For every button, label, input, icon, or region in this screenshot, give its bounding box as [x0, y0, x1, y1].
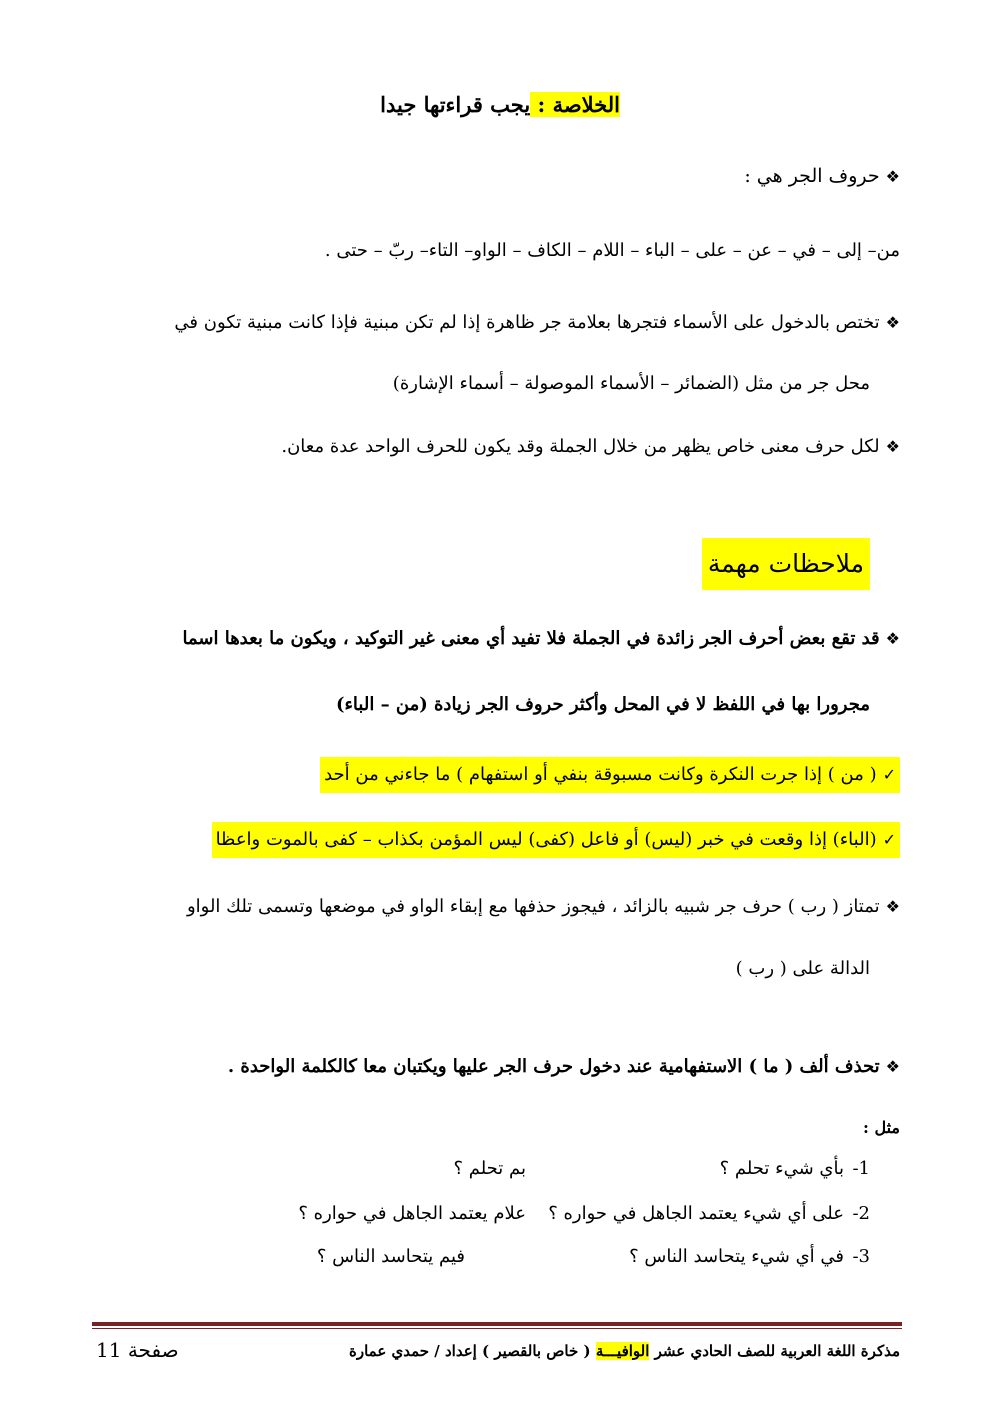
ma-rule	[228, 1056, 900, 1077]
checkmark-icon: ✓	[882, 765, 896, 784]
extra-prepositions-line1	[182, 628, 900, 649]
footer-text-highlight: الوافيـــة	[595, 1342, 650, 1360]
summary-title	[380, 92, 620, 117]
example-row-num: 3-	[852, 1246, 870, 1267]
example-row-full: على أي شيء يعتمد الجاهل في حواره ؟	[548, 1203, 844, 1224]
example-row-num: 1-	[852, 1158, 870, 1179]
extra-prepositions-line1-text: قد تقع بعض أحرف الجر زائدة في الجملة فلا تفيد أي معنى غير التوكيد ، ويكون ما بعدها اسما	[182, 628, 880, 649]
footer-rule-thin	[92, 1328, 902, 1329]
footer-rule-thick	[92, 1322, 902, 1326]
footer-page	[96, 1338, 179, 1362]
diamond-bullet-icon: ❖	[885, 1057, 900, 1076]
page-label: صفحة	[127, 1338, 179, 1362]
point2	[281, 436, 900, 457]
prepositions-heading	[744, 165, 900, 187]
point1-line1-text: تختص بالدخول على الأسماء فتجرها بعلامة جر ظاهرة إذا لم تكن مبنية فإذا كانت مبنية تكون في	[174, 312, 880, 333]
check-item-baa	[212, 822, 900, 858]
notes-heading	[702, 538, 870, 590]
example-row-short: علام يعتمد الجاهل في حواره ؟	[298, 1203, 526, 1224]
summary-colon: :	[530, 92, 553, 117]
diamond-bullet-icon: ❖	[885, 313, 900, 332]
point1-line1	[174, 312, 900, 333]
rubba-line1	[187, 896, 900, 917]
ma-rule-text: تحذف ألف ( ما ) الاستفهامية عند دخول حرف الجر عليها ويكتبان معا كالكلمة الواحدة .	[227, 1056, 880, 1077]
example-row-short: بم تحلم ؟	[453, 1158, 526, 1179]
rubba-line1-text: تمتاز ( رب ) حرف جر شبيه بالزائد ، فيجوز حذفها مع إبقاء الواو في موضعها وتسمى تلك الواو	[186, 896, 880, 917]
summary-title-rest: يجب قراءتها جيدا	[380, 92, 531, 117]
example-row-full: بأي شيء تحلم ؟	[719, 1158, 844, 1179]
footer-text-before: مذكرة اللغة العربية للصف الحادي عشر	[649, 1342, 900, 1360]
point2-text: لكل حرف معنى خاص يظهر من خلال الجملة وقد يكون للحرف الواحد عدة معان.	[281, 436, 880, 457]
check-item-min-text: ( من ) إذا جرت النكرة وكانت مسبوقة بنفي أو استفهام ) ما جاءني من أحد	[324, 764, 877, 785]
notes-heading-text: ملاحظات مهمة	[707, 549, 864, 578]
point1-line2: محل جر من مثل (الضمائر – الأسماء الموصولة – أسماء الإشارة)	[392, 373, 870, 394]
diamond-bullet-icon: ❖	[885, 629, 900, 648]
footer-title	[349, 1342, 900, 1360]
example-row-full: في أي شيء يتحاسد الناس ؟	[629, 1246, 844, 1267]
prepositions-list: من– إلى – في – عن – على – الباء – اللام – الكاف – الواو– التاء– ربّ – حتى .	[324, 240, 900, 261]
extra-prepositions-line2: مجرورا بها في اللفظ لا في المحل وأكثر حروف الجر زيادة (من – الباء)	[335, 694, 870, 715]
diamond-bullet-icon: ❖	[885, 437, 900, 456]
example-row-short: فيم يتحاسد الناس ؟	[316, 1246, 465, 1267]
checkmark-icon: ✓	[882, 830, 896, 849]
diamond-bullet-icon: ❖	[885, 897, 900, 916]
summary-title-highlight: الخلاصة	[552, 92, 620, 117]
diamond-bullet-icon: ❖	[885, 167, 900, 186]
prepositions-heading-text: حروف الجر هي :	[744, 165, 880, 187]
page-number: 11	[96, 1338, 122, 1362]
check-item-min	[320, 757, 900, 793]
example-row-num: 2-	[852, 1203, 870, 1224]
footer-text-after: ( خاص بالقصير ) إعداد / حمدي عمارة	[348, 1342, 596, 1360]
examples-label: مثل :	[863, 1118, 900, 1137]
rubba-line2: الدالة على ( رب )	[735, 958, 870, 979]
check-item-baa-text: (الباء) إذا وقعت في خبر (ليس) أو فاعل (كفى) ليس المؤمن بكذاب – كفى بالموت واعظا	[215, 829, 877, 850]
